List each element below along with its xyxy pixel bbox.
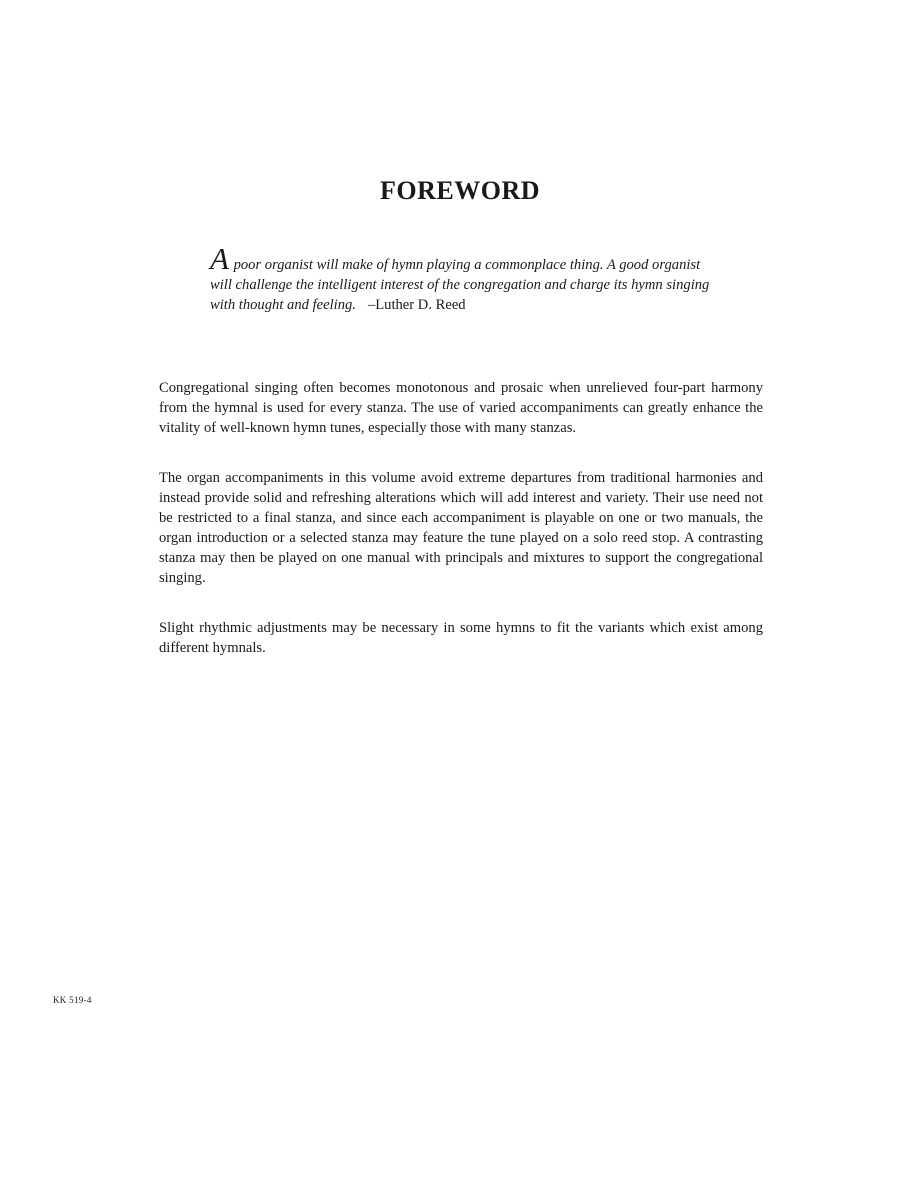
body-paragraph-1: Congregational singing often becomes monotonous and prosaic when unrelieved four-part harmony from the hymnal is used for every stanza. The use of varied accompaniments can greatly enhance the vitality of well-known hymn tunes, especially those with many stanzas.: [159, 380, 763, 436]
epigraph: [210, 241, 714, 315]
epigraph-quote-text: poor organist will make of hymn playing a commonplace thing. A good organist will challenge the intelligent interest of the congregation and charge its hymn singing with thought and feeling.: [210, 257, 710, 313]
body-paragraph-2: The organ accompaniments in this volume avoid extreme departures from traditional harmonies and instead provide solid and refreshing alterations which will add interest and variety. Their use need not be restricted to a final stanza, and since each accompaniment is playable on one or two manuals, the organ introduction or a selected stanza may feature the tune played on a solo reed stop. A contrasting stanza may then be played on one manual with principals and mixtures to support the congregational singing.: [159, 470, 763, 586]
catalog-number: KK 519-4: [53, 995, 92, 1005]
page-title: FOREWORD: [380, 176, 540, 205]
epigraph-initial: A: [210, 241, 229, 276]
body-paragraph-3: Slight rhythmic adjustments may be necessary in some hymns to fit the variants which exist among different hymnals.: [159, 620, 763, 656]
epigraph-attribution: –Luther D. Reed: [367, 297, 466, 313]
